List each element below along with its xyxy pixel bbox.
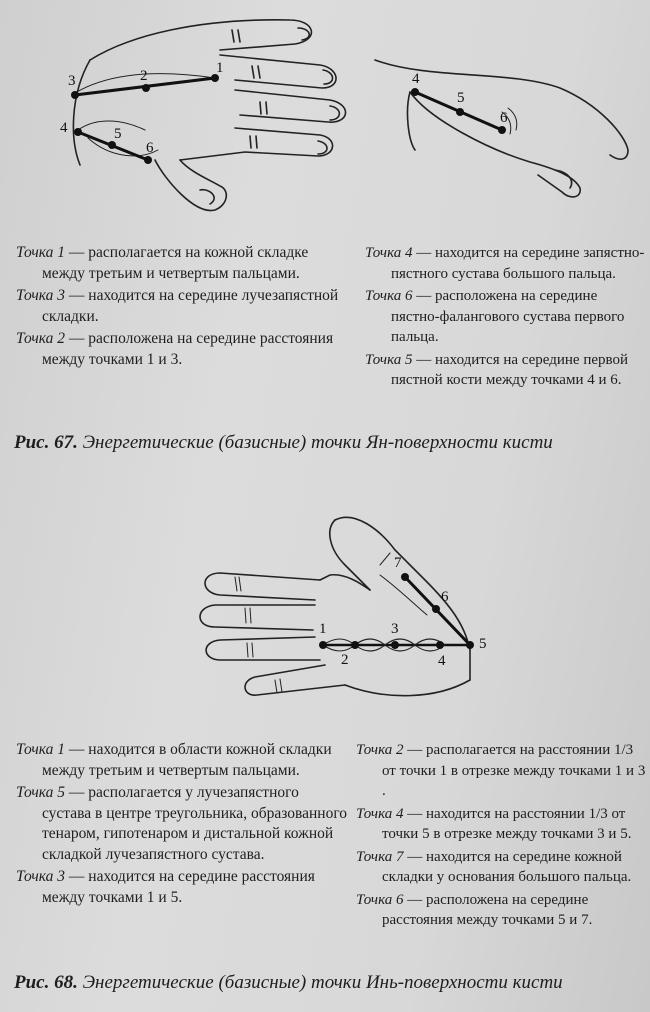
figure-68-palm-illustration xyxy=(195,505,505,715)
fig67b-label-4: 4 xyxy=(412,71,420,87)
fig68-label-7: 7 xyxy=(394,555,402,571)
fig67-label-3: 3 xyxy=(68,73,76,89)
fig68-label-1: 1 xyxy=(319,621,327,637)
fig67-desc-point-6: Точка 6 — расположена на середине пястно-фалангового сустава первого пальца. xyxy=(365,288,625,345)
fig68-label-2: 2 xyxy=(341,652,349,668)
fig68-desc-point-1: Точка 1 — находится в области кожной складки между третьим и четвертым пальцами. xyxy=(16,741,332,779)
fig67-label-6: 6 xyxy=(146,140,154,156)
fig67-label-5: 5 xyxy=(114,126,122,142)
fig68-label-4: 4 xyxy=(438,653,446,669)
fig67-left-column xyxy=(16,243,351,372)
fig68-caption: Рис. 68. Энергетические (базисные) точки Инь-поверхности кисти xyxy=(14,972,563,993)
fig68-label-5: 5 xyxy=(479,636,487,652)
fig67-desc-point-4: Точка 4 — находится на середине запястно-пястного сустава большого пальца. xyxy=(365,245,645,282)
fig68-desc-point-2: Точка 2 — располагается на расстоянии 1/3 от точки 1 в отрезке между точками 1 и 3 . xyxy=(356,742,646,799)
fig67-right-column xyxy=(365,243,645,393)
fig67-label-4: 4 xyxy=(60,120,68,136)
fig68-desc-point-7: Точка 7 — находится на середине кожной складки у основания большого пальца. xyxy=(356,848,632,885)
fig68-left-column xyxy=(16,740,351,910)
fig68-desc-point-3: Точка 3 — находится на середине расстояния между точками 1 и 5. xyxy=(16,868,315,906)
fig68-right-column xyxy=(356,740,646,933)
fig67-label-1: 1 xyxy=(216,60,224,76)
fig67-desc-point-5: Точка 5 — находится на середине первой пястной кости между точками 4 и 6. xyxy=(365,351,629,388)
fig67-desc-point-1: Точка 1 — располагается на кожной складке между третьим и четвертым пальцами. xyxy=(16,244,309,282)
fig67-caption: Рис. 67. Энергетические (базисные) точки Ян-поверхности кисти xyxy=(14,432,553,453)
fig68-label-6: 6 xyxy=(441,589,449,605)
fig68-desc-point-6: Точка 6 — расположена на середине расстояния между точками 5 и 7. xyxy=(356,891,593,928)
fig67b-label-6: 6 xyxy=(500,110,508,126)
fig68-desc-point-4: Точка 4 — находится на расстоянии 1/3 от точки 5 в отрезке между точками 3 и 5. xyxy=(356,805,632,842)
fig67b-label-5: 5 xyxy=(457,90,465,106)
fig67-desc-point-3: Точка 3 — находится на середине лучезапястной складки. xyxy=(16,287,339,325)
fig67-label-2: 2 xyxy=(140,68,148,84)
figure-67-hand-side-illustration xyxy=(370,50,640,200)
fig67-desc-point-2: Точка 2 — расположена на середине расстояния между точками 1 и 3. xyxy=(16,330,334,368)
figure-67-hand-back-illustration xyxy=(40,10,370,225)
fig68-label-3: 3 xyxy=(391,621,399,637)
fig68-desc-point-5: Точка 5 — располагается у лучезапястного сустава в центре треугольника, образованного тенаром, гипотенаром и дистальной кожной складкой лучезапястного сустава. xyxy=(16,784,348,863)
